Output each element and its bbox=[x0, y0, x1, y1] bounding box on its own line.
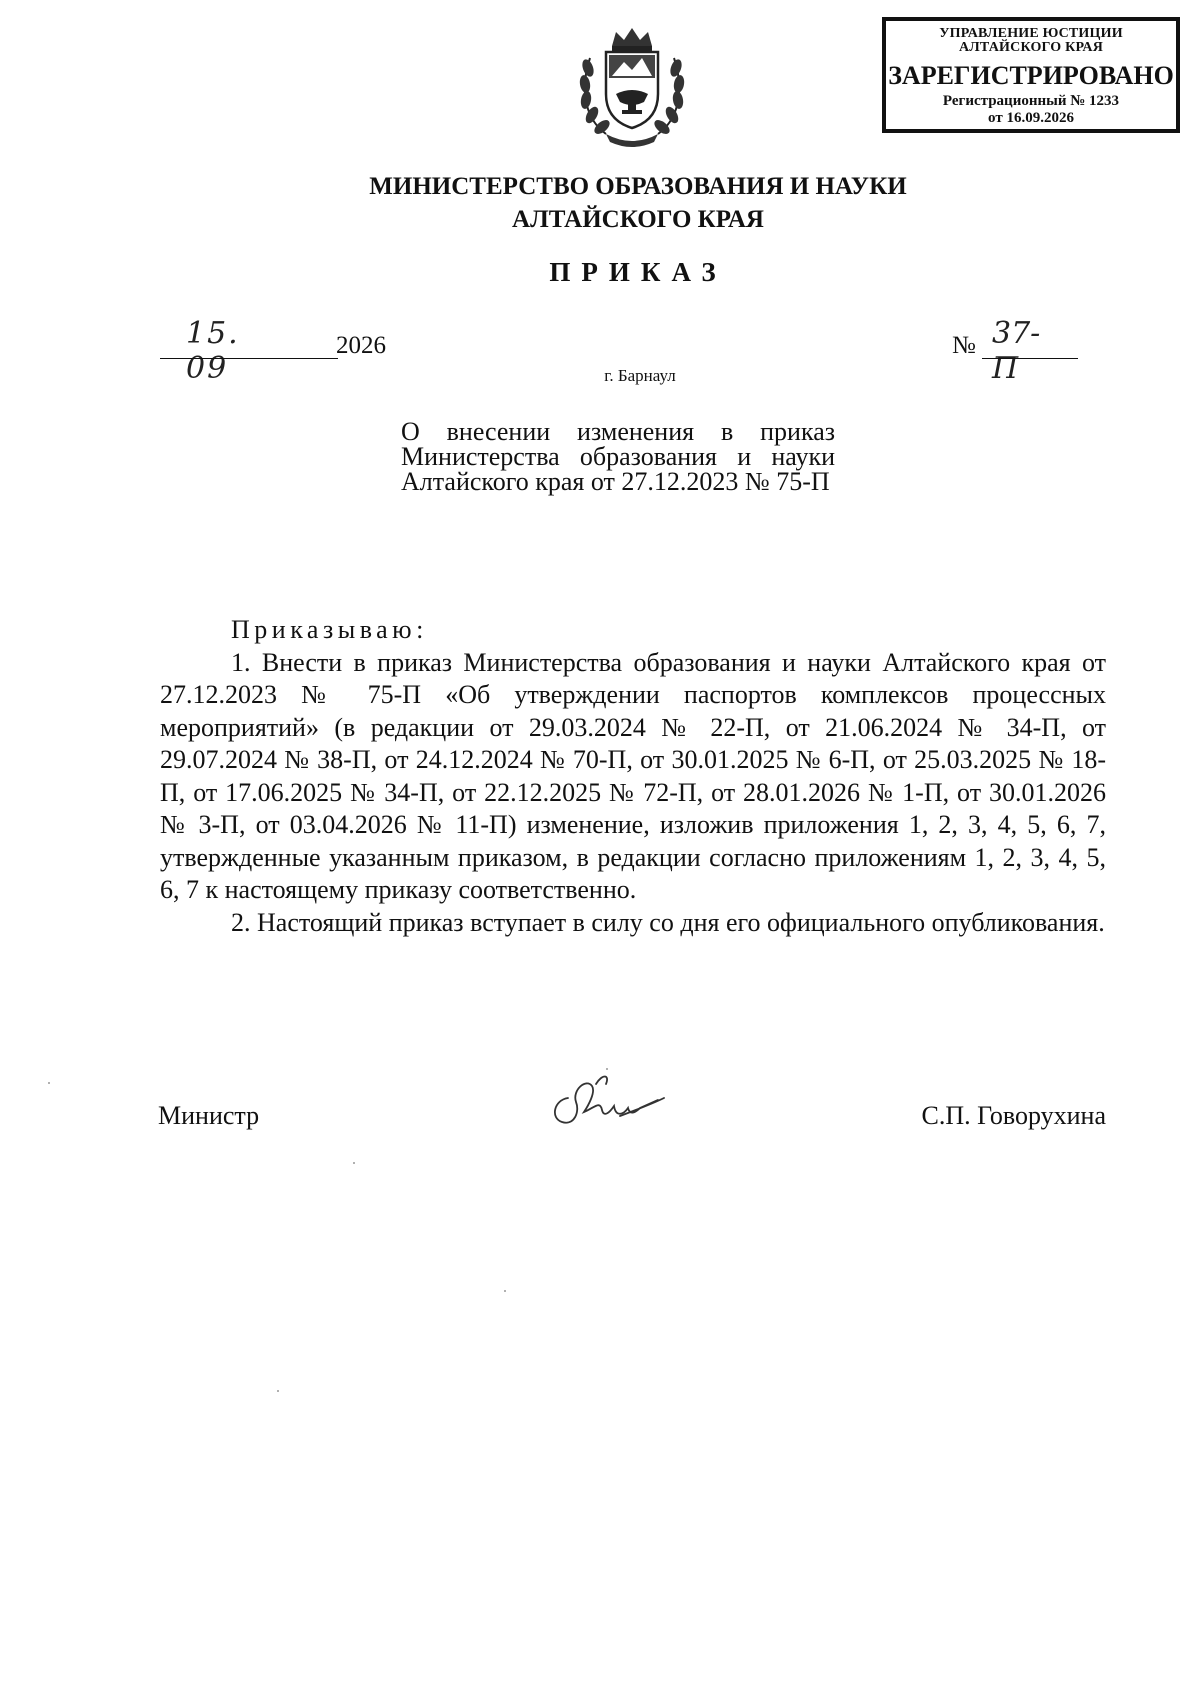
coat-of-arms-emblem bbox=[576, 22, 688, 152]
scan-speck bbox=[606, 1068, 608, 1070]
order-body bbox=[160, 614, 1106, 939]
ministry-name bbox=[300, 170, 976, 236]
order-item-2: 2. Настоящий приказ вступает в силу со дня его официального опубликования. bbox=[231, 907, 1105, 937]
scan-speck bbox=[504, 1290, 506, 1292]
order-item-1: 1. Внести в приказ Министерства образования и науки Алтайского края от 27.12.2023 № 75-П «Об утверждении паспортов комплексов процессных мероприятий» (в редакции от 29.03.2024 № 22-П, от 21.06.2024 № 34-П, от 29.07.2024 № 38-П, от 24.12.2024 № 70-П, от 30.01.2025 № 6-П, от 25.03.2025 № 18-П, от 17.06.2025 № 34-П, от 22.12.2025 № 72-П, от 28.01.2026 № 1-П, от 30.01.2026 № 3-П, от 03.04.2026 № 11-П) изменение, изложив приложения 1, 2, 3, 4, 5, 6, 7, утвержденные указанным приказом, в редакции согласно приложениям 1, 2, 3, 4, 5, 6, 7 к настоящему приказу соответственно. bbox=[160, 647, 1106, 904]
order-year: 2026 bbox=[336, 332, 386, 359]
scan-speck bbox=[48, 1082, 50, 1084]
date-underline bbox=[160, 358, 338, 359]
stamp-reg-number: Регистрационный № 1233 bbox=[942, 93, 1120, 109]
stamp-reg-date: от 16.09.2026 bbox=[988, 110, 1074, 126]
city: г. Барнаул bbox=[604, 366, 676, 385]
handwritten-signature bbox=[540, 1060, 680, 1140]
stamp-status: ЗАРЕГИСТРИРОВАНО bbox=[888, 61, 1174, 90]
signatory-role: Министр bbox=[158, 1101, 260, 1130]
scan-speck bbox=[353, 1162, 355, 1164]
number-sign: № bbox=[952, 332, 976, 359]
order-number-handwritten: 37-П bbox=[992, 316, 1041, 386]
registration-stamp bbox=[882, 17, 1180, 133]
ministry-name-line2: АЛТАЙСКОГО КРАЯ bbox=[512, 206, 764, 233]
stamp-org-line2: АЛТАЙСКОГО КРАЯ bbox=[958, 40, 1104, 55]
ministry-name-line1: МИНИСТЕРСТВО ОБРАЗОВАНИЯ И НАУКИ bbox=[369, 173, 907, 200]
document-type-title: ПРИКАЗ bbox=[549, 257, 727, 287]
order-subject: О внесении изменения в приказ Министерства образования и науки Алтайского края от 27.12.2023 № 75-П bbox=[401, 417, 835, 496]
order-word: Приказываю: bbox=[231, 615, 428, 644]
order-date-handwritten: 15. 09 bbox=[186, 316, 240, 386]
stamp-org-line1: УПРАВЛЕНИЕ ЮСТИЦИИ bbox=[939, 26, 1123, 41]
scan-speck bbox=[277, 1390, 279, 1392]
signatory-name: С.П. Говорухина bbox=[921, 1101, 1106, 1130]
number-underline bbox=[982, 358, 1078, 359]
